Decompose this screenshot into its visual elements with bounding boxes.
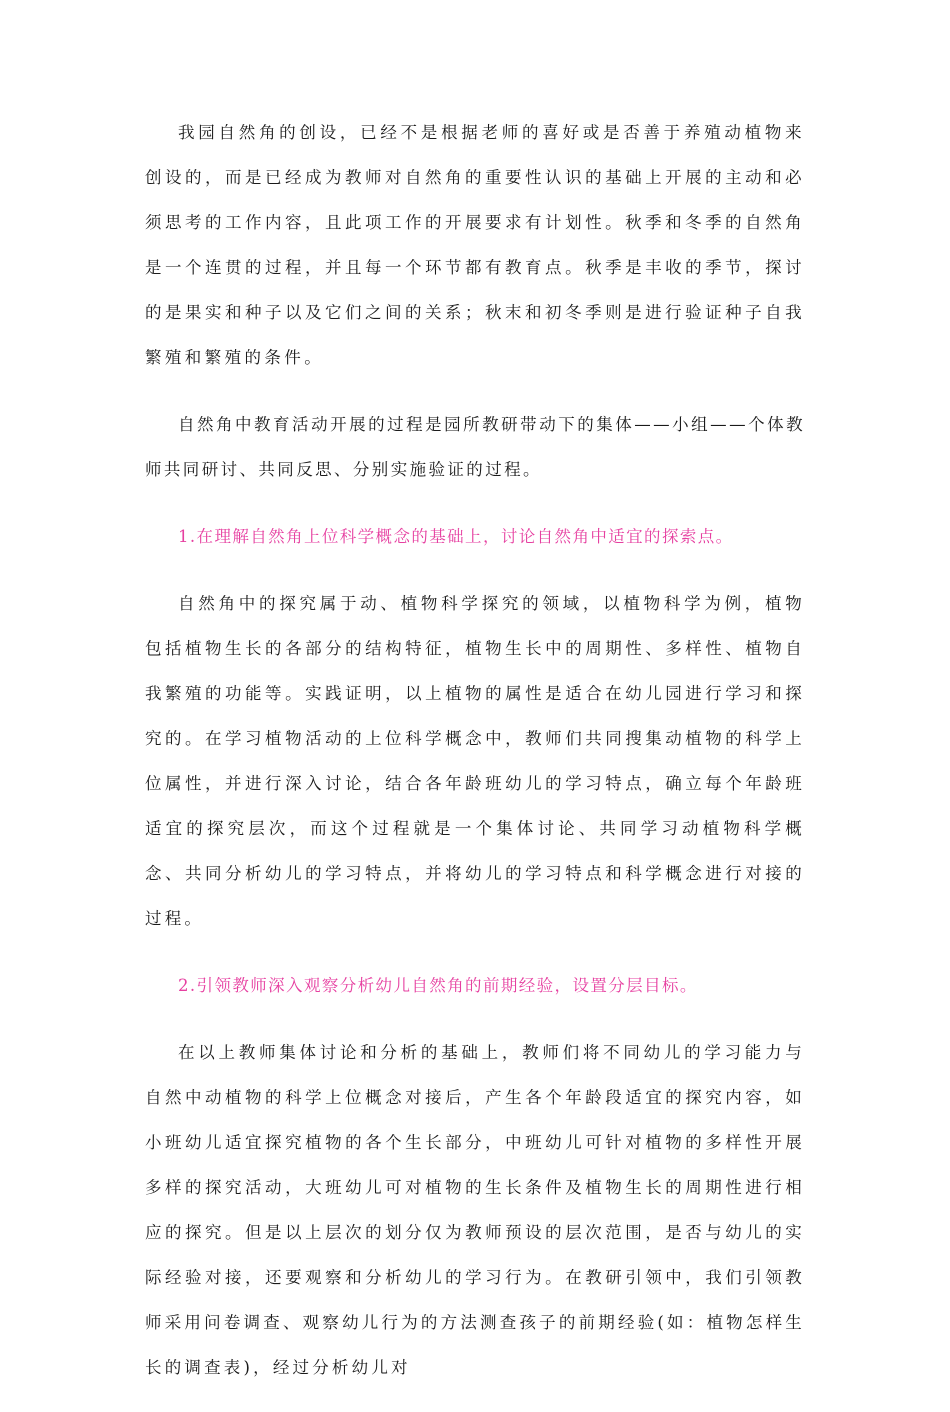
paragraph-teaching-research-process: 自然角中教育活动开展的过程是园所教研带动下的集体——小组——个体教师共同研讨、共同反思、分别实施验证的过程。 (145, 415, 805, 479)
section-heading-2: 2.引领教师深入观察分析幼儿自然角的前期经验，设置分层目标。 (178, 976, 698, 995)
paragraph-plant-science-exploration: 自然角中的探究属于动、植物科学探究的领域，以植物科学为例，植物包括植物生长的各部分的结构特征，植物生长中的周期性、多样性、植物自我繁殖的功能等。实践证明，以上植物的属性是适合在幼儿园进行学习和探究的。在学习植物活动的上位科学概念中，教师们共同搜集动植物的科学上位属性，并进行深入讨论，结合各年龄班幼儿的学习特点，确立每个年龄班适宜的探究层次，而这个过程就是一个集体讨论、共同学习动植物科学概念、共同分析幼儿的学习特点，并将幼儿的学习特点和科学概念进行对接的过程。 (145, 594, 805, 928)
section-heading-1: 1.在理解自然角上位科学概念的基础上，讨论自然角中适宜的探索点。 (178, 527, 734, 546)
paragraph-nature-corner-creation: 我园自然角的创设，已经不是根据老师的喜好或是否善于养殖动植物来创设的，而是已经成为教师对自然角的重要性认识的基础上开展的主动和必须思考的工作内容，且此项工作的开展要求有计划性。秋季和冬季的自然角是一个连贯的过程，并且每一个环节都有教育点。秋季是丰收的季节，探讨的是果实和种子以及它们之间的关系；秋末和初冬季则是进行验证种子自我繁殖和繁殖的条件。 (145, 123, 805, 367)
document-body (145, 110, 805, 1412)
paragraph-age-appropriate-content: 在以上教师集体讨论和分析的基础上，教师们将不同幼儿的学习能力与自然中动植物的科学上位概念对接后，产生各个年龄段适宜的探究内容，如小班幼儿适宜探究植物的各个生长部分，中班幼儿可针对植物的多样性开展多样的探究活动，大班幼儿可对植物的生长条件及植物生长的周期性进行相应的探究。但是以上层次的划分仅为教师预设的层次范围，是否与幼儿的实际经验对接，还要观察和分析幼儿的学习行为。在教研引领中，我们引领教师采用问卷调查、观察幼儿行为的方法测查孩子的前期经验(如：植物怎样生长的调查表)，经过分析幼儿对 (145, 1043, 805, 1377)
